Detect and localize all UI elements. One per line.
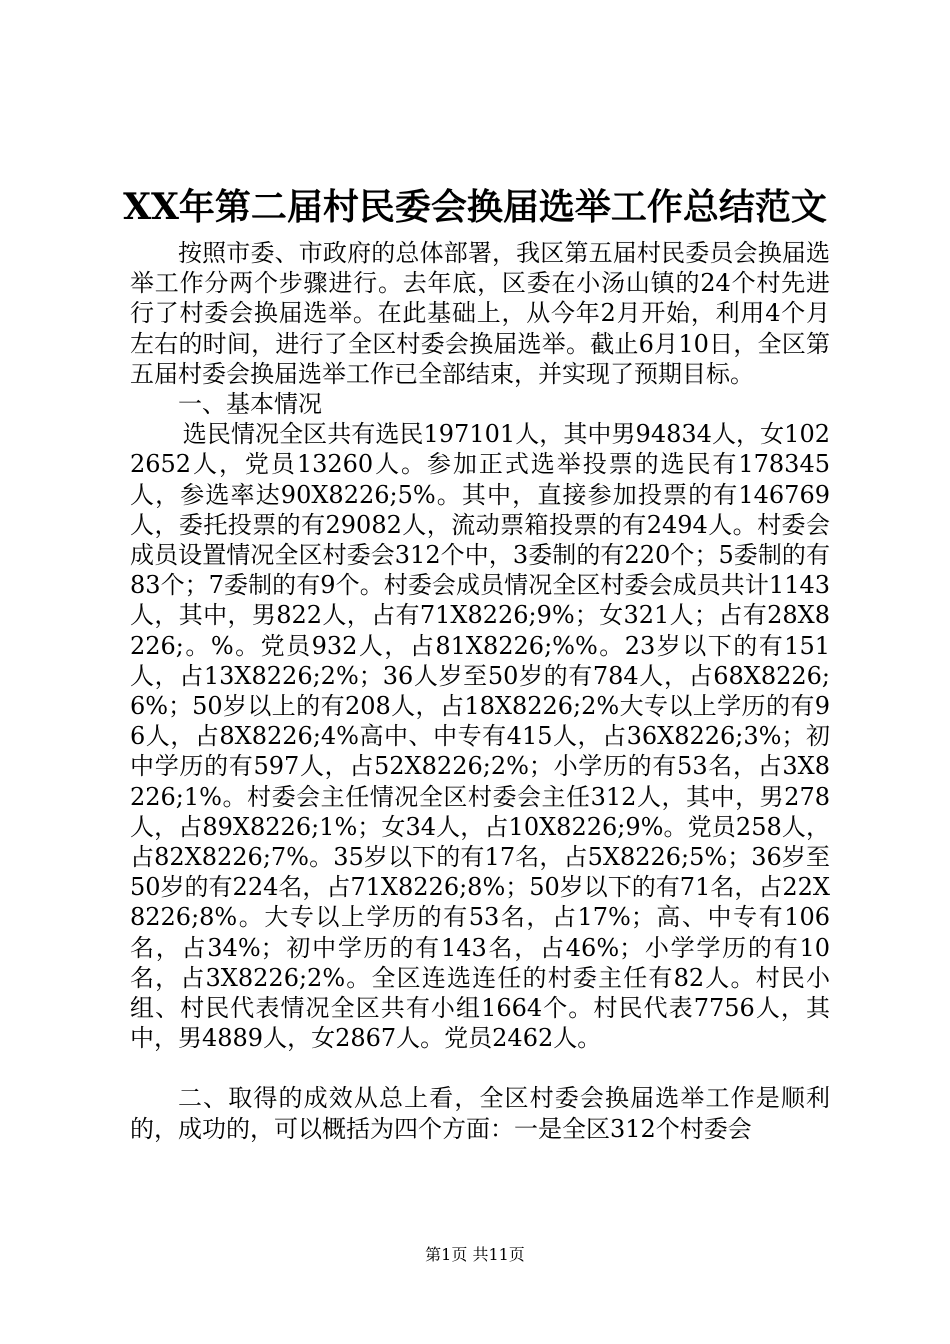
intro-paragraph: 按照市委、市政府的总体部署，我区第五届村民委员会换届选举工作分两个步骤进行。去年底，区委在小汤山镇的24个村先进行了村委会换届选举。在此基础上，从今年2月开始，利用4个月左右的时间，进行了全区村委会换届选举。截止6月10日，全区第五届村委会换届选举工作已全部结束，并实现了预期目标。: [130, 239, 830, 388]
document-title: XX年第二届村民委会换届选举工作总结范文: [123, 186, 827, 228]
page-number-footer: 第1页 共11页: [425, 1245, 525, 1264]
achievements-paragraph: 二、取得的成效从总上看，全区村委会换届选举工作是顺利的，成功的，可以概括为四个方面：一是全区312个村委会: [130, 1084, 830, 1143]
document-body: [130, 238, 830, 1144]
section-heading-basic-situation: 一、基本情况: [178, 390, 322, 419]
statistics-paragraph: 选民情况全区共有选民197101人，其中男94834人，女1022652人，党员13260人。参加正式选举投票的选民有178345人，参选率达90X8226;5%。其中，直接参加投票的有146769人，委托投票的有29082人，流动票箱投票的有2494人。村委会成员设置情况全区村委会312个中，3委制的有220个；5委制的有83个；7委制的有9个。村委会成员情况全区村委会成员共计1143人，其中，男822人，占有71X8226;9%；女321人；占有28X8226;。%。党员932人，占81X8226;%%。23岁以下的有151人，占13X8226;2%；36人岁至50岁的有784人，占68X8226;6%；50岁以上的有208人，占18X8226;2%大专以上学历的有96人，占8X8226;4%高中、中专有415人，占36X8226;3%；初中学历的有597人，占52X8226;2%；小学历的有53名，占3X8226;1%。村委会主任情况全区村委会主任312人，其中，男278人，占89X8226;1%；女34人，占10X8226;9%。党员258人，占82X8226;7%。35岁以下的有17名，占5X8226;5%；36岁至50岁的有224名，占71X8226;8%；50岁以下的有71名，占22X8226;8%。大专以上学历的有53名，占17%；高、中专有106名，占34%；初中学历的有143名，占46%；小学学历的有10名，占3X8226;2%。全区连选连任的村委主任有82人。村民小组、村民代表情况全区共有小组1664个。村民代表7756人，其中，男4889人，女2867人。党员2462人。: [130, 420, 830, 1053]
